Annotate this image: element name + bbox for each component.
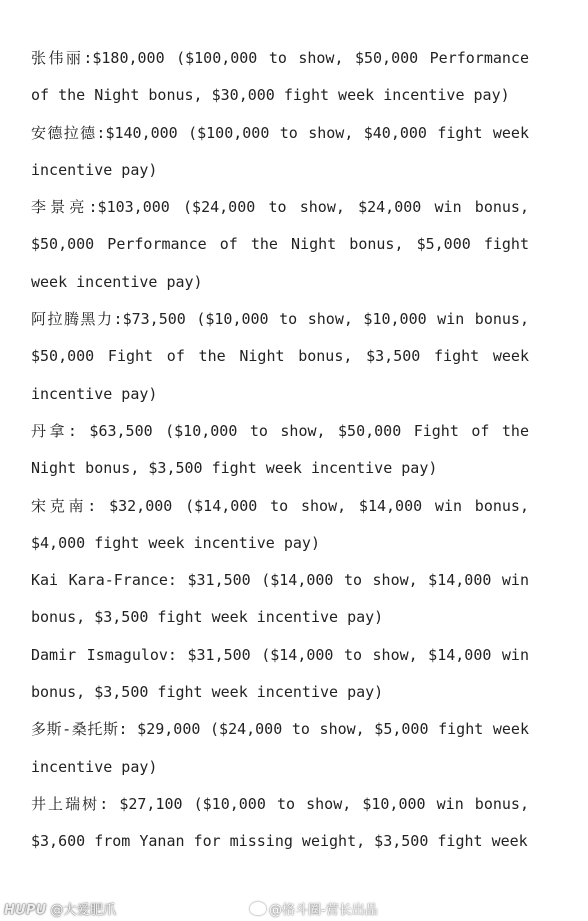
- payout-list: [31, 40, 529, 861]
- payout-entry-damir-ismagulov: Damir Ismagulov: $31,500 ($14,000 to show, $14,000 win bonus, $3,500 fight week incentive pay): [31, 645, 529, 702]
- watermark-right: [250, 899, 378, 918]
- watermark-source: @格斗圈-营长出品: [269, 903, 378, 918]
- payout-entry-danaa: 丹拿: $63,500 ($10,000 to show, $50,000 Fight of the Night bonus, $3,500 fight week incentive pay): [31, 421, 529, 478]
- payout-entry-dos-santos: 多斯-桑托斯: $29,000 ($24,000 to show, $5,000 fight week incentive pay): [31, 720, 529, 776]
- watermark-user: @大爱肥爪: [50, 903, 117, 918]
- payout-entry-andrade: 安德拉德:$140,000 ($100,000 to show, $40,000 fight week incentive pay): [31, 123, 529, 179]
- payout-entry-song-kenan: 宋克南: $32,000 ($14,000 to show, $14,000 win bonus, $4,000 fight week incentive pay): [31, 496, 529, 552]
- weibo-logo-icon: [250, 902, 266, 915]
- watermark-bar: [0, 893, 588, 921]
- payout-entry-li-jingliang: 李景亮:$103,000 ($24,000 to show, $24,000 win bonus, $50,000 Performance of the Night bonus, $5,000 fight week incentive pay): [31, 198, 529, 291]
- payout-entry-zhang-weili: 张伟丽:$180,000 ($100,000 to show, $50,000 Performance of the Night bonus, $30,000 fight week incentive pay): [31, 49, 529, 105]
- hupu-brand: HUPU: [4, 903, 47, 918]
- payout-entry-inoue-mizuki: 井上瑞树: $27,100 ($10,000 to show, $10,000 win bonus, $3,600 from Yanan for missing weight, $3,500 fight week: [31, 794, 529, 851]
- watermark-left: [4, 899, 116, 918]
- payout-entry-alateng-heili: 阿拉腾黑力:$73,500 ($10,000 to show, $10,000 win bonus, $50,000 Fight of the Night bonus, $3,500 fight week incentive pay): [31, 310, 529, 403]
- payout-entry-kai-kara-france: Kai Kara-France: $31,500 ($14,000 to show, $14,000 win bonus, $3,500 fight week incentive pay): [31, 571, 529, 627]
